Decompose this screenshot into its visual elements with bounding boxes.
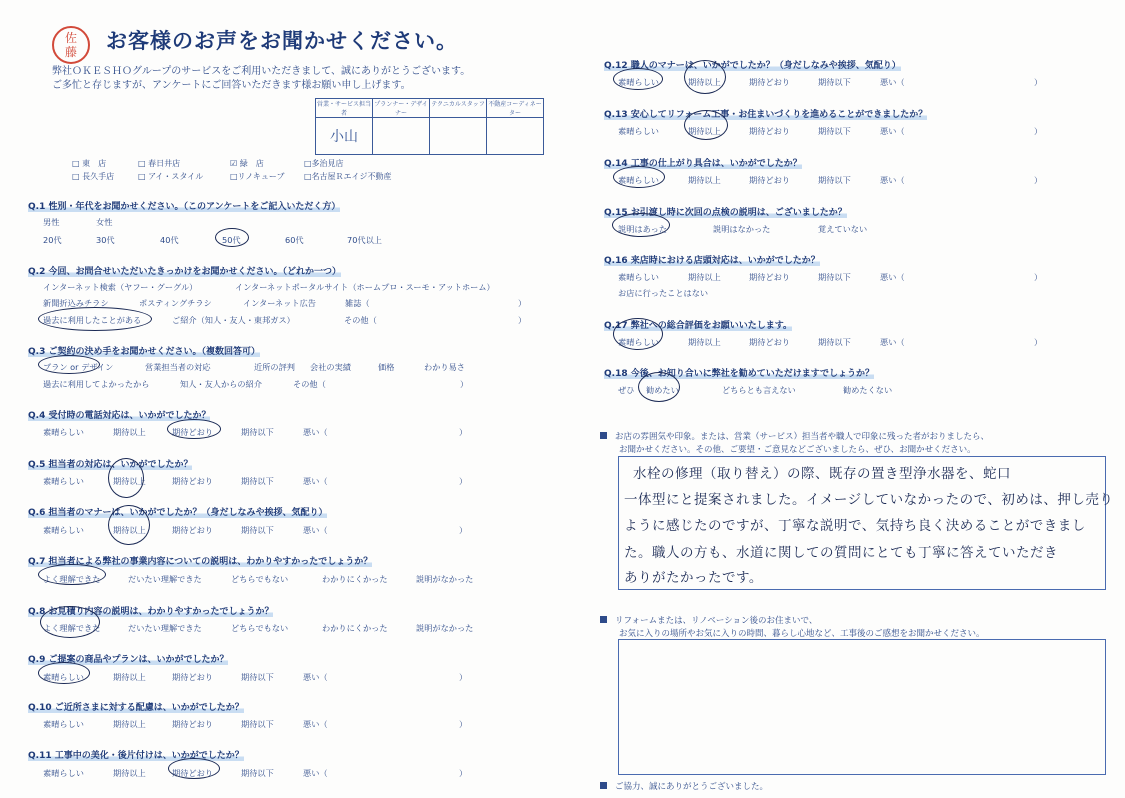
option[interactable]: 期待以上 [688,175,721,185]
option[interactable]: わかりにくかった [322,623,388,633]
option[interactable]: 期待以上 [113,672,146,682]
option: ） [459,672,468,682]
option[interactable]: 期待どおり [749,77,790,87]
option[interactable]: 営業担当者の対応 [145,362,211,372]
staff-name[interactable] [373,118,430,155]
option[interactable]: 期待以上 [688,337,721,347]
option[interactable]: 素晴らしい [43,476,84,486]
store-checkbox[interactable]: □リノキューブ [230,172,285,181]
handwritten-line: 一体型にと提案されました。イメージしていなかったので、初めは、押し売り [624,492,1114,508]
question-1: Q.1 性別・年代をお聞かせください。（このアンケートをご記入いただく方） [28,202,341,212]
answer-circle [612,213,670,237]
option[interactable]: 期待以上 [113,719,146,729]
option[interactable]: 素晴らしい [43,768,84,778]
option[interactable]: 期待以上 [688,126,721,136]
option[interactable]: 素晴らしい [43,719,84,729]
option[interactable]: 男性 [43,217,60,227]
option[interactable]: 過去に利用したことがある [43,315,142,325]
question-4: Q.4 受付時の電話対応は、いかがでしたか？ [28,411,211,421]
option[interactable]: 期待どおり [749,126,790,136]
staff-header: プランナー・デザイナー [373,99,430,118]
answer-circle [613,68,663,90]
option[interactable]: 覚えていない [818,224,868,234]
store-checkbox[interactable]: □ 春日井店 [138,159,181,168]
answer-circle [40,606,100,638]
option[interactable]: 期待以上 [113,427,146,437]
option[interactable]: 知人・友人からの紹介 [180,379,262,389]
option[interactable]: 20代 [43,235,62,245]
staff-header: 不動産コーディネーター [487,99,544,118]
answer-circle [613,166,665,188]
option[interactable]: お店に行ったことはない [618,288,709,298]
reform-prompt: リフォームまたは、リノベーション後のお住まいで、 [600,614,817,626]
option[interactable]: 期待どおり [172,476,213,486]
option[interactable]: 期待以下 [241,672,274,682]
question-5: Q.5 担当者の対応は、いかがでしたか？ [28,460,193,470]
option[interactable]: ご紹介（知人・友人・東邦ガス） [172,315,295,325]
option[interactable]: 期待どおり [172,672,213,682]
option[interactable]: 素晴らしい [618,337,659,347]
store-checkbox[interactable]: □多治見店 [304,159,344,168]
option: ） [459,719,468,729]
option[interactable]: 30代 [96,235,115,245]
option[interactable]: 期待以下 [818,77,851,87]
option[interactable]: 説明はあった [618,224,668,234]
option[interactable]: 期待どおり [749,272,790,282]
option[interactable]: 期待以上 [113,525,146,535]
option[interactable]: 期待どおり [172,768,213,778]
question-10: Q.10 ご近所さまに対する配慮は、いかがでしたか？ [28,703,244,713]
option[interactable]: 悪い（ [303,427,328,437]
question-8: Q.8 お見積り内容の説明は、わかりやすかったでしょうか？ [28,607,274,617]
option[interactable]: その他（ [293,379,326,389]
option[interactable]: 女性 [96,217,113,227]
option[interactable]: 期待どおり [172,719,213,729]
option[interactable]: 期待以下 [818,175,851,185]
option[interactable]: よく理解できた [43,623,101,633]
option[interactable]: 期待以上 [113,476,146,486]
option[interactable]: 期待どおり [172,525,213,535]
answer-circle [215,228,249,247]
option[interactable]: わかりにくかった [322,574,388,584]
thanks-line: ご協力、誠にありがとうございました。 [600,780,768,792]
question-16: Q.16 来店時における店頭対応は、いかがでしたか？ [604,256,820,266]
store-checkbox[interactable]: □ 長久手店 [72,172,115,181]
option[interactable]: その他（ [344,315,377,325]
question-2: Q.2 今回、お問合せいただいたきっかけをお聞かせください。（どれか一つ） [28,267,341,277]
option[interactable]: 期待以下 [241,476,274,486]
option[interactable]: 悪い（ [880,175,905,185]
option[interactable]: 50代 [222,235,241,245]
question-6: Q.6 担当者のマナーは、いかがでしたか？（身だしなみや挨拶、気配り） [28,508,328,518]
store-checkbox[interactable]: ☑ 緑 店 [230,159,264,168]
option[interactable]: 悪い（ [880,272,905,282]
question-3: Q.3 ご契約の決め手をお聞かせください。（複数回答可） [28,347,260,357]
intro-line-2: ご多忙と存じますが、アンケートにご回答いただきます様お願い申し上げます。 [52,80,411,91]
option[interactable]: 悪い（ [303,476,328,486]
question-17: Q.17 弊社への総合評価をお願いいたします。 [604,321,793,331]
answer-circle [638,372,680,402]
comment-prompt-2: お聞かせください。その他、ご要望・ご意見などございましたら、ぜひ、お聞かせください。 [619,445,976,455]
option[interactable]: 素晴らしい [43,672,84,682]
option[interactable]: 勧めたい [646,385,679,395]
option[interactable]: 素晴らしい [618,175,659,185]
comment-prompt: お店の雰囲気や印象。または、営業（サービス）担当者や職人で印象に残った者がおりましたら、 [600,430,989,442]
option: ） [518,298,527,308]
option[interactable]: 勧めたくない [843,385,893,395]
option[interactable]: 悪い（ [303,672,328,682]
option[interactable]: 期待以下 [241,427,274,437]
handwritten-line: ように感じたのですが、丁寧な説明で、気持ち良く決めることができまし [624,518,1086,534]
option[interactable]: 悪い（ [303,525,328,535]
option[interactable]: 期待どおり [749,337,790,347]
option: ） [459,476,468,486]
option[interactable]: 雑誌（ [345,298,370,308]
question-9: Q.9 ご提案の商品やプランは、いかがでしたか？ [28,655,229,665]
option[interactable]: だいたい理解できた [128,623,202,633]
option[interactable]: 会社の実績 [310,362,351,372]
option[interactable]: 期待以下 [818,126,851,136]
option[interactable]: 60代 [285,235,304,245]
answer-circle [38,355,100,374]
intro-line-1: 弊社ＯＫＥＳＨＯグループのサービスをご利用いただきまして、誠にありがとうございます。 [52,66,471,77]
option[interactable]: 期待以下 [241,525,274,535]
option[interactable]: どちらでもない [231,623,289,633]
option[interactable]: 悪い（ [303,768,328,778]
option[interactable]: ポスティングチラシ [139,298,212,308]
question-15: Q.15 お引渡し時に次回の点検の説明は、ございましたか？ [604,208,847,218]
option[interactable]: 期待どおり [172,427,213,437]
option[interactable]: 期待以下 [818,337,851,347]
option[interactable]: インターネット検索（ヤフー・グーグル） [43,282,198,292]
staff-name[interactable]: 小山 [316,118,373,155]
staff-table [315,98,544,155]
option[interactable]: 説明がなかった [416,623,474,633]
answer-circle [38,307,152,331]
option[interactable]: 素晴らしい [43,427,84,437]
option[interactable]: 期待以上 [113,768,146,778]
option: ） [459,768,468,778]
option: ） [1034,272,1043,282]
answer-circle [168,758,220,779]
option: ） [1034,77,1043,87]
store-checkbox[interactable]: □ 東 店 [72,159,107,168]
question-18: Q.18 今後、お知り合いに弊社を勧めていただけますでしょうか？ [604,369,874,379]
option[interactable]: 悪い（ [880,126,905,136]
reform-comment-box[interactable] [618,639,1106,775]
option[interactable]: 過去に利用してよかったから [43,379,150,389]
option[interactable]: 悪い（ [303,719,328,729]
answer-circle [613,318,663,350]
option[interactable]: 期待以下 [818,272,851,282]
question-13: Q.13 安心してリフォーム工事・お住まいづくりを進めることができましたか？ [604,110,928,120]
reform-prompt-2: お気に入りの場所やお気に入りの時間、暮らし心地など、工事後のご感想をお聞かせください。 [619,629,985,639]
option[interactable]: 素晴らしい [618,126,659,136]
option[interactable]: 期待以上 [688,77,721,87]
seal-stamp: 佐藤 [52,26,90,64]
answer-circle [108,458,144,498]
option[interactable]: 素晴らしい [43,525,84,535]
staff-name[interactable] [430,118,487,155]
option: ） [460,379,469,389]
question-14: Q.14 工事の仕上がり具合は、いかがでしたか？ [604,159,802,169]
option[interactable]: インターネット広告 [243,298,316,308]
option: ） [459,525,468,535]
staff-header: 営業・サービス担当者 [316,99,373,118]
option[interactable]: だいたい理解できた [128,574,202,584]
question-12: Q.12 職人のマナーは、いかがでしたか？（身だしなみや挨拶、気配り） [604,61,901,71]
option[interactable]: 期待どおり [749,175,790,185]
option[interactable]: 期待以下 [241,768,274,778]
staff-name[interactable] [487,118,544,155]
answer-circle [167,419,221,439]
option[interactable]: 期待以下 [241,719,274,729]
option[interactable]: 40代 [160,235,179,245]
option[interactable]: 悪い（ [880,337,905,347]
option[interactable]: どちらとも言えない [722,385,796,395]
question-11: Q.11 工事中の美化・後片付けは、いかがでしたか？ [28,751,244,761]
option[interactable]: 期待以上 [688,272,721,282]
option[interactable]: よく理解できた [43,574,101,584]
option: ） [1034,175,1043,185]
option[interactable]: 悪い（ [880,77,905,87]
option[interactable]: 70代以上 [347,235,382,245]
answer-circle [684,60,726,94]
answer-circle [38,564,106,585]
option[interactable]: わかり易さ [424,362,465,372]
store-checkbox[interactable]: □名古屋Ｒエイジ不動産 [304,172,392,181]
option[interactable]: 素晴らしい [618,77,659,87]
option[interactable]: 価格 [378,362,395,372]
option[interactable]: 新聞折込みチラシ [43,298,109,308]
store-checkbox[interactable]: □ アイ・スタイル [138,172,204,181]
question-7: Q.7 担当者による弊社の事業内容についての説明は、わかりやすかったでしょうか？ [28,557,373,567]
option[interactable]: プラン or デザイン [43,362,114,372]
answer-circle [108,505,150,545]
option: ） [1034,337,1043,347]
option: ） [1034,126,1043,136]
option: ） [459,427,468,437]
handwritten-line: た。職人の方も、水道に関しての質問にとても丁寧に答えていただき [624,545,1058,561]
option[interactable]: インターネットポータルサイト（ホームプロ・スーモ・アットホーム） [235,282,495,292]
option: ） [518,315,527,325]
handwritten-line: 水栓の修理（取り替え）の際、既存の置き型浄水器を、蛇口 [633,466,1011,482]
answer-circle [38,662,90,684]
handwritten-line: ありがたかったです。 [624,570,763,586]
option[interactable]: 素晴らしい [618,272,659,282]
option[interactable]: どちらでもない [231,574,289,584]
option[interactable]: 説明がなかった [416,574,474,584]
page-title: お客様のお声をお聞かせください。 [106,29,458,53]
option[interactable]: 説明はなかった [713,224,771,234]
option[interactable]: ぜひ [618,385,635,395]
staff-header: テクニカルスタッフ [430,99,487,118]
option[interactable]: 近所の評判 [254,362,295,372]
answer-circle [684,110,728,140]
